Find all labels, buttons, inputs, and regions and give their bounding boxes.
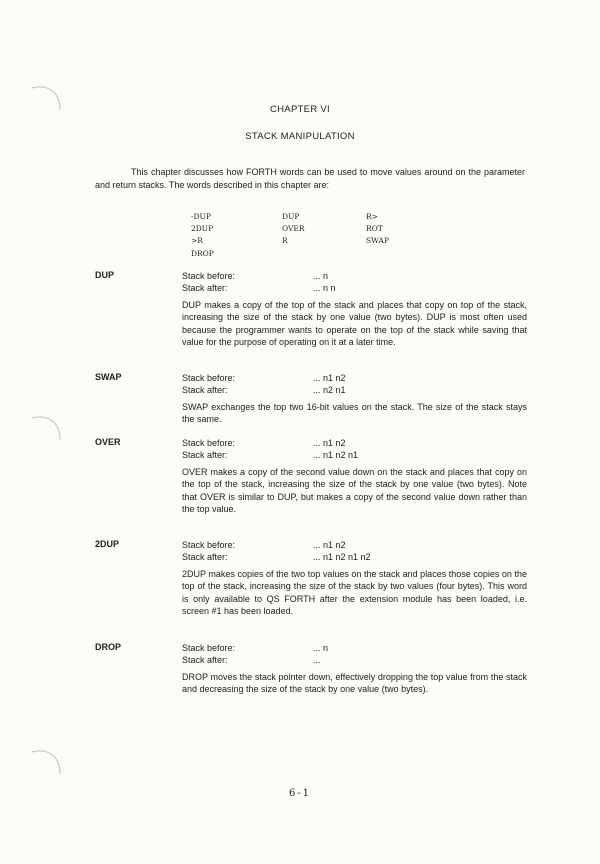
- stack-before-value: ... n1 n2: [313, 438, 346, 448]
- word-item: R: [282, 236, 288, 246]
- word-item: >R: [191, 236, 203, 246]
- punch-hole-mark: [30, 82, 70, 122]
- entry-name: SWAP: [95, 372, 122, 382]
- stack-before-label: Stack before:: [182, 643, 236, 653]
- stack-after-value: ... n1 n2 n1: [313, 450, 359, 460]
- entry-description: 2DUP makes copies of the two top values on the stack and places those copies on the top of the stack, increasing the size of the stack by two values (four bytes). This word is only available to QS FORTH after the extension module has been loaded, i.e. screen #1 has been loaded.: [182, 569, 527, 617]
- page-number: 6-1: [288, 788, 312, 799]
- stack-before-value: ... n1 n2: [313, 540, 346, 550]
- word-item: 2DUP: [191, 224, 214, 234]
- entry-name: DROP: [95, 642, 122, 652]
- punch-hole-mark: [30, 412, 70, 452]
- stack-after-value: ...: [313, 655, 321, 665]
- entry-description: OVER makes a copy of the second value down on the stack and places that copy on the top of the stack, increasing the size of the stack by one value (two bytes). Note that OVER is similar to DUP, but makes a copy of the second value down rather than the top value.: [182, 467, 527, 515]
- entry-description: SWAP exchanges the top two 16-bit values on the stack. The size of the stack stays the same.: [182, 402, 527, 425]
- word-item: -DUP: [191, 212, 211, 221]
- stack-before-value: ... n: [313, 643, 329, 653]
- stack-before-label: Stack before:: [182, 438, 236, 448]
- entry-name: DUP: [95, 270, 115, 280]
- word-item: OVER: [282, 224, 305, 234]
- entry-name: OVER: [95, 437, 121, 447]
- word-item: DROP: [191, 248, 214, 258]
- stack-before-value: ... n1 n2: [313, 373, 346, 383]
- stack-after-value: ... n1 n2 n1 n2: [313, 552, 371, 562]
- stack-after-value: ... n n: [313, 283, 336, 293]
- entry-description: DROP moves the stack pointer down, effectively dropping the top value from the stack and decreasing the size of the stack by one value (two bytes).: [182, 672, 527, 695]
- stack-after-label: Stack after:: [182, 655, 228, 665]
- intro-paragraph: [95, 166, 525, 191]
- stack-before-label: Stack before:: [182, 540, 236, 550]
- punch-hole-mark: [30, 746, 70, 786]
- word-item: SWAP: [366, 236, 389, 246]
- word-list-column-3: [366, 211, 389, 248]
- stack-after-label: Stack after:: [182, 283, 228, 293]
- stack-after-label: Stack after:: [182, 552, 228, 562]
- section-title: STACK MANIPULATION: [245, 131, 355, 142]
- stack-before-label: Stack before:: [182, 373, 236, 383]
- word-list-column-2: [282, 211, 305, 248]
- stack-before-value: ... n: [313, 271, 329, 281]
- stack-after-label: Stack after:: [182, 385, 228, 395]
- intro-text: This chapter discusses how FORTH words can be used to move values around on the parameter and return stacks. The words described in this chapter are:: [95, 167, 525, 190]
- stack-before-label: Stack before:: [182, 271, 236, 281]
- word-list-column-1: [191, 211, 214, 260]
- chapter-heading: CHAPTER VI: [269, 104, 330, 115]
- word-item: DUP: [282, 212, 300, 221]
- entry-description: DUP makes a copy of the top of the stack and places that copy on top of the stack, increasing the size of the stack by one value (two bytes). DUP is most often used because the programmer wants to operate on the top of the stack while saving that value for the purpose of operating on it at a later time.: [182, 300, 527, 348]
- entry-name: 2DUP: [95, 539, 120, 549]
- word-item: R>: [366, 212, 378, 221]
- stack-after-label: Stack after:: [182, 450, 228, 460]
- word-item: ROT: [366, 224, 383, 234]
- stack-after-value: ... n2 n1: [313, 385, 346, 395]
